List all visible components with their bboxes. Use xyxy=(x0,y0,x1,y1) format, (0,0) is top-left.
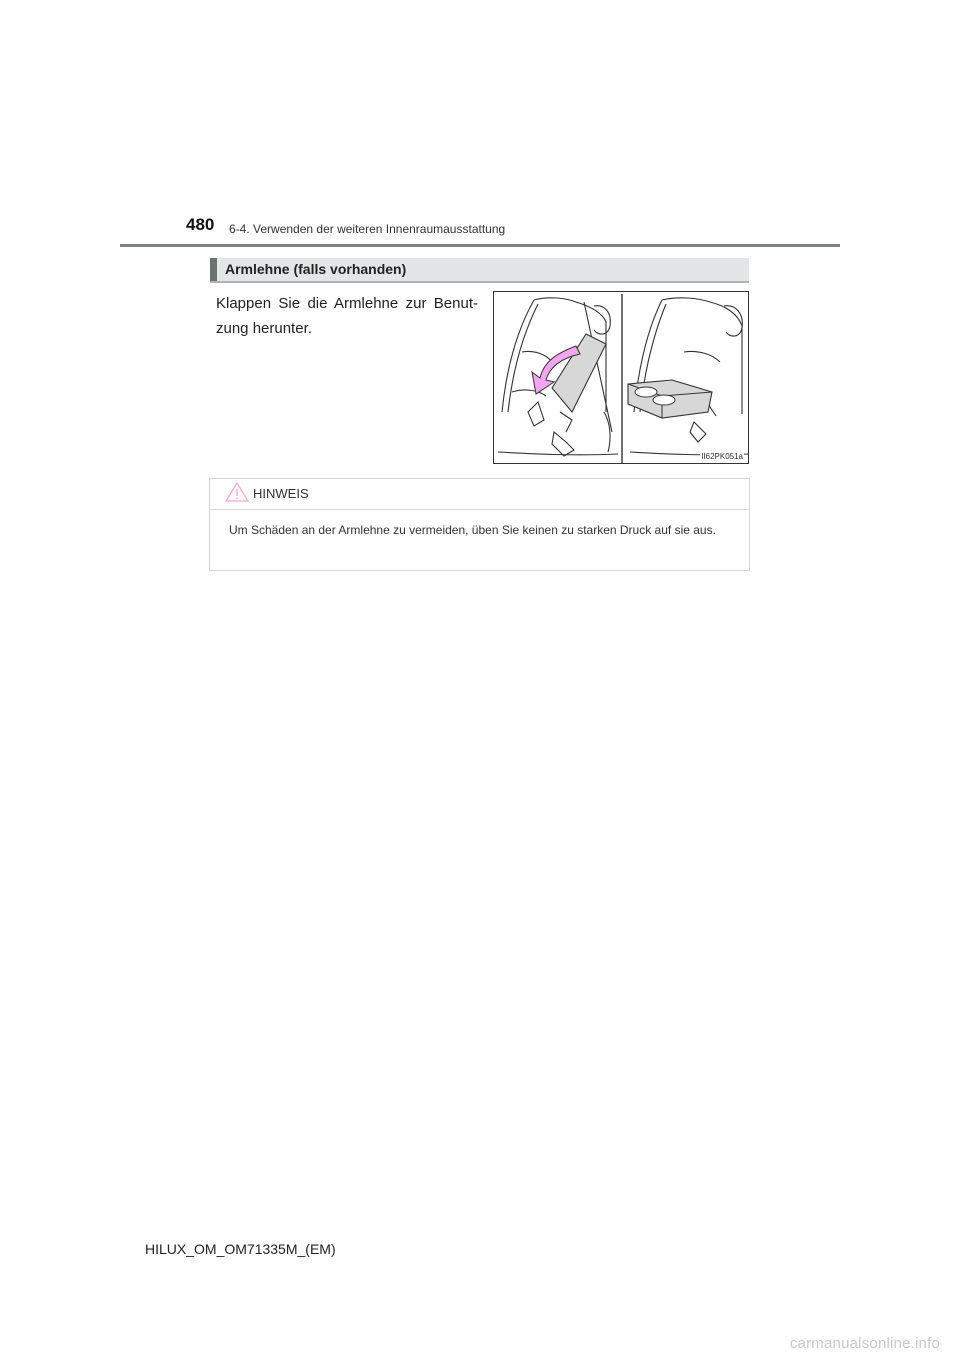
header-rule xyxy=(120,244,840,247)
notice-header xyxy=(210,479,749,503)
figure-code: II62PK051a xyxy=(701,452,743,461)
armrest-illustration xyxy=(493,291,749,464)
notice-divider xyxy=(210,509,749,510)
section-body-text: Klappen Sie die Armlehne zur Benut-zung herunter. xyxy=(216,295,478,337)
section-heading-bar xyxy=(210,258,749,283)
chapter-title: 6-4. Verwenden der weiteren Innenraumausstattung xyxy=(229,222,506,236)
notice-label: HINWEIS xyxy=(253,486,309,501)
notice-box xyxy=(209,478,750,571)
notice-text: Um Schäden an der Armlehne zu vermeiden, üben Sie keinen zu starken Druck auf sie aus. xyxy=(229,523,716,537)
armrest-drawing xyxy=(494,292,750,465)
page-number: 480 xyxy=(186,215,215,234)
section-title: Armlehne (falls vorhanden) xyxy=(225,261,407,277)
document-code: HILUX_OM_OM71335M_(EM) xyxy=(145,1241,336,1257)
watermark: carmanualsonline.info xyxy=(789,1335,940,1352)
warning-triangle-icon xyxy=(225,482,249,502)
section-accent xyxy=(210,258,217,281)
